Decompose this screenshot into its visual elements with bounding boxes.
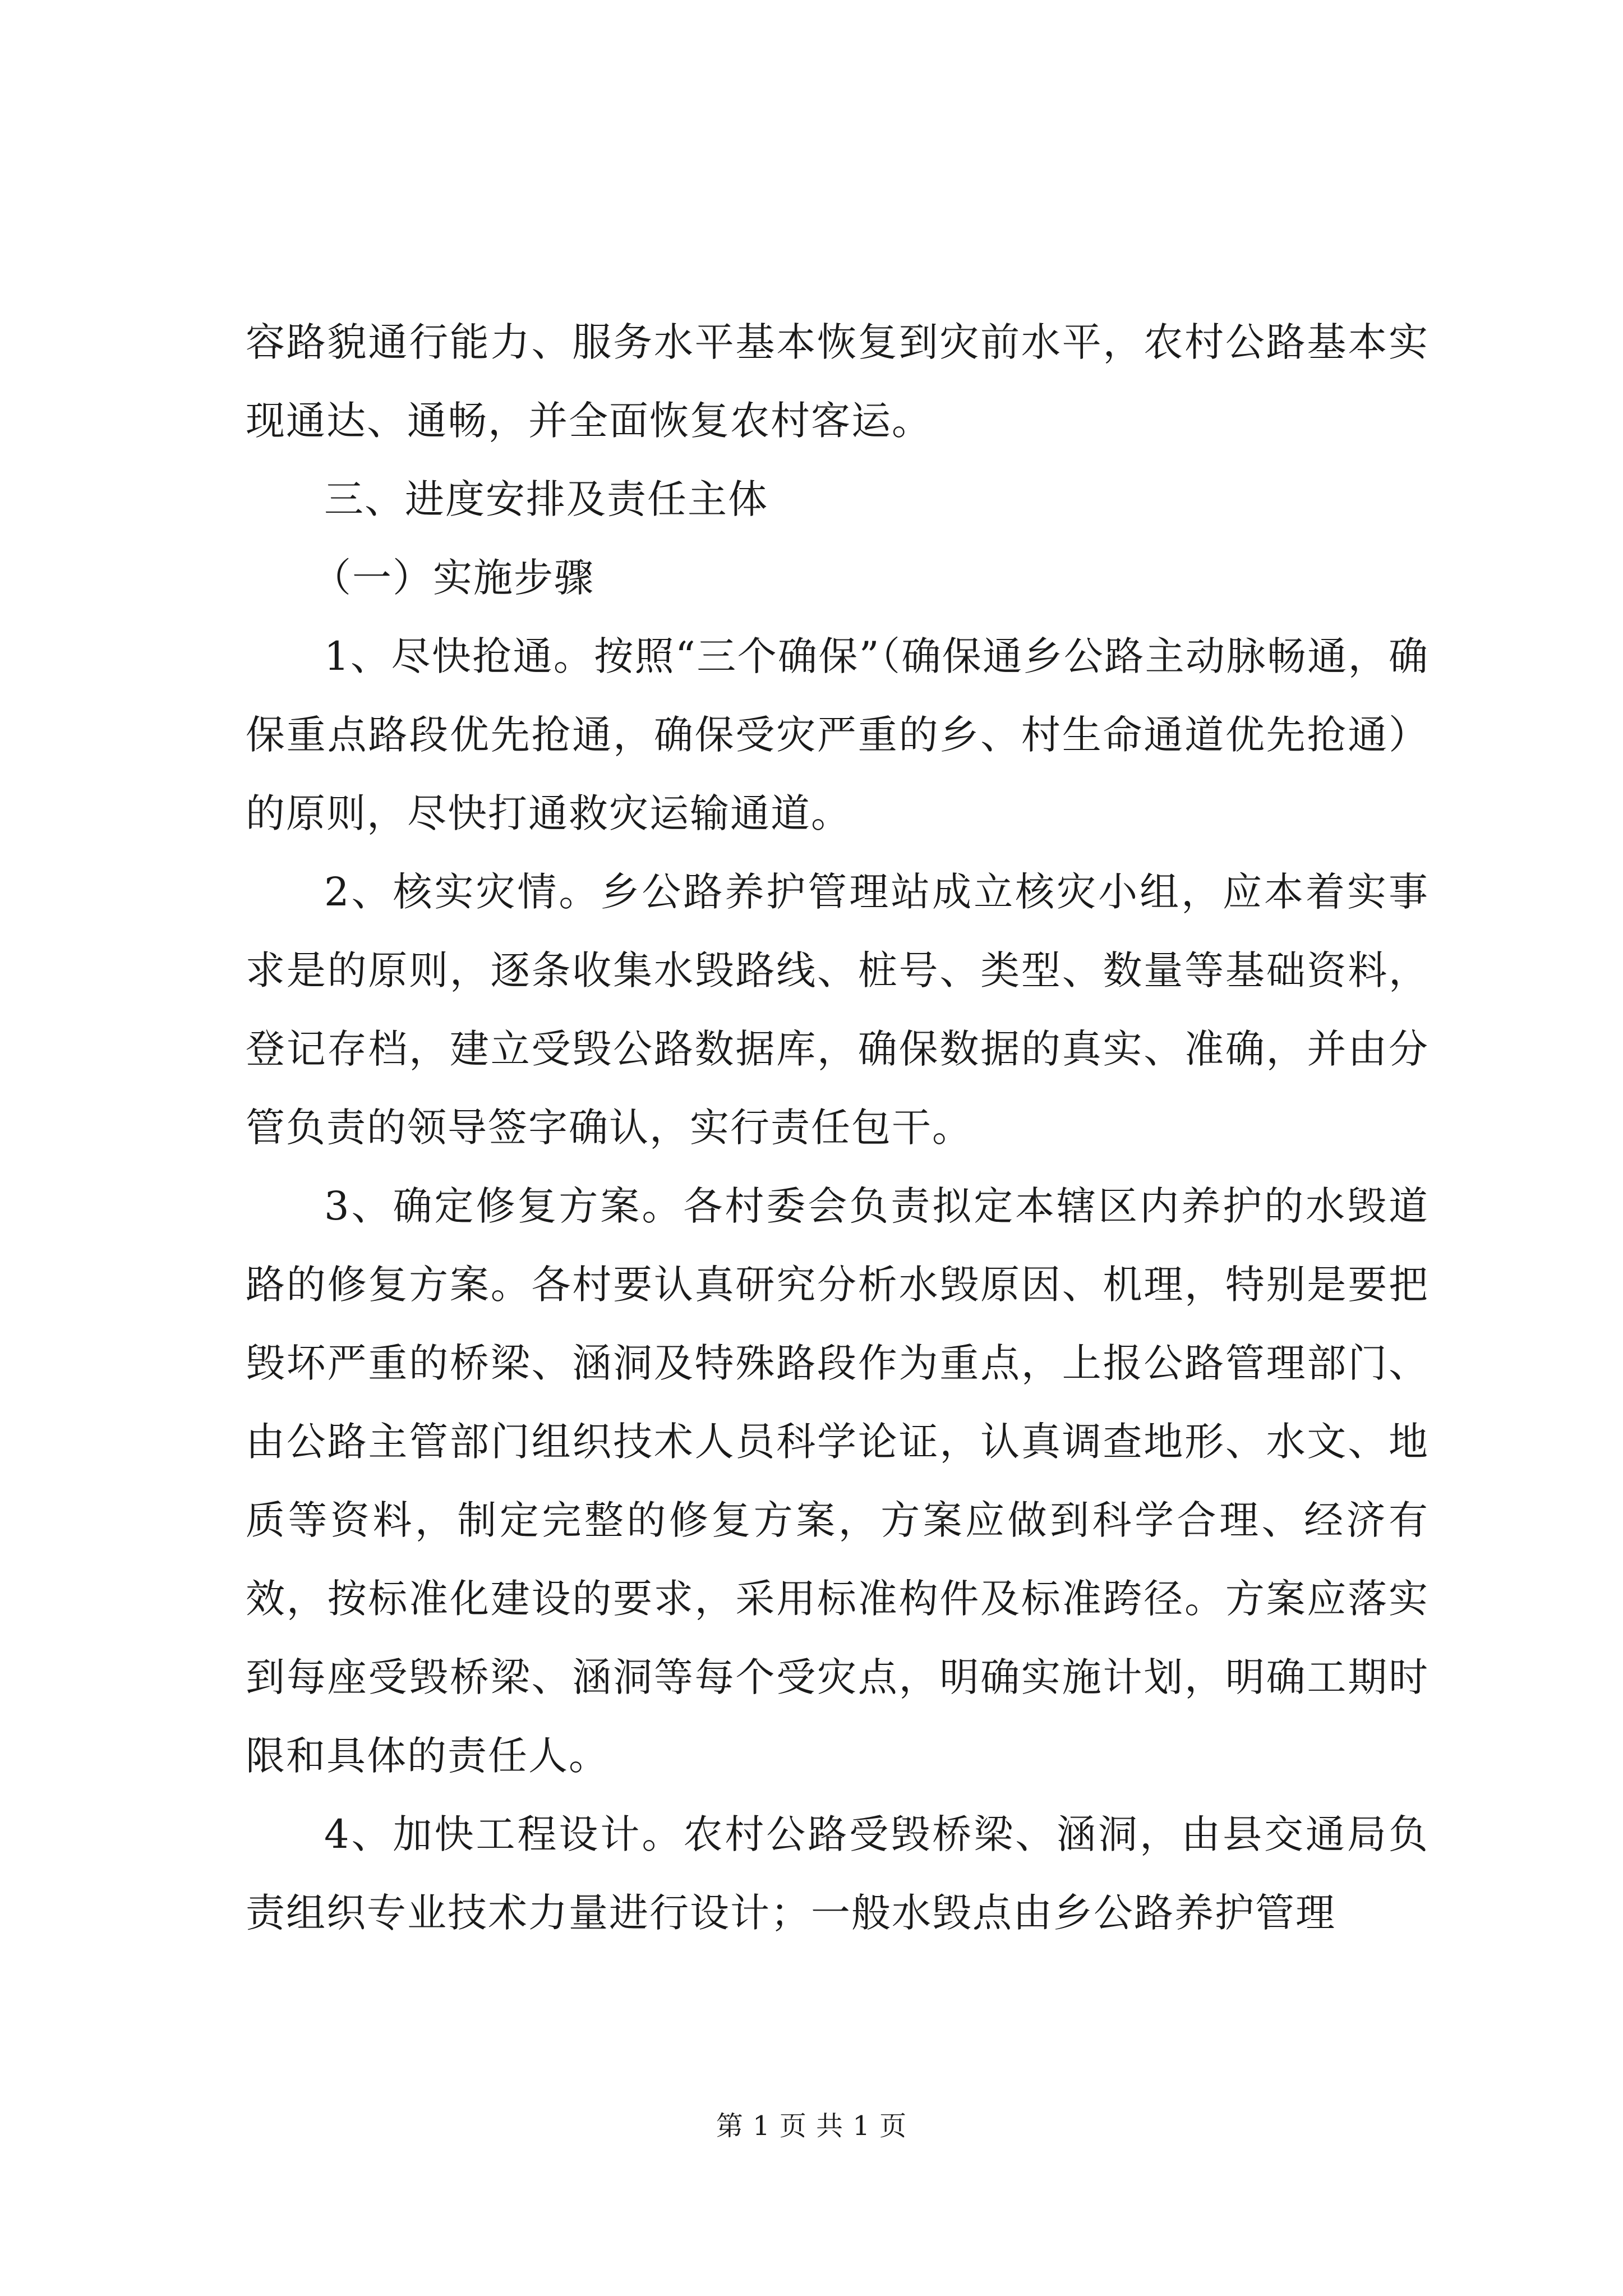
paragraph-item-4: 4、加快工程设计。农村公路受毁桥梁、涵洞，由县交通局负责组织专业技术力量进行设计；一般水毁点由乡公路养护管理: [246, 1811, 1429, 1936]
subsection-heading-1: （一）实施步骤: [312, 555, 594, 601]
page-footer: 第 1 页 共 1 页: [716, 2110, 907, 2142]
section-heading-3: 三、进度安排及责任主体: [324, 476, 768, 522]
paragraph-item-3: 3、确定修复方案。各村委会负责拟定本辖区内养护的水毁道路的修复方案。各村要认真研究分析水毁原因、机理，特别是要把毁坏严重的桥梁、涵洞及特殊路段作为重点，上报公路管理部门、由公路主管部门组织技术人员科学论证，认真调查地形、水文、地质等资料，制定完整的修复方案，方案应做到科学合理、经济有效，按标准化建设的要求，采用标准构件及标准跨径。方案应落实到每座受毁桥梁、涵洞等每个受灾点，明确实施计划，明确工期时限和具体的责任人。: [246, 1183, 1429, 1779]
document-body: [246, 303, 1429, 1952]
paragraph-continuation: 容路貌通行能力、服务水平基本恢复到灾前水平，农村公路基本实现通达、通畅，并全面恢复农村客运。: [246, 319, 1429, 444]
paragraph-item-2: 2、核实灾情。乡公路养护管理站成立核灾小组，应本着实事求是的原则，逐条收集水毁路线、桩号、类型、数量等基础资料，登记存档，建立受毁公路数据库，确保数据的真实、准确，并由分管负责的领导签字确认，实行责任包干。: [246, 869, 1429, 1151]
paragraph-item-1: 1、尽快抢通。按照“三个确保”（确保通乡公路主动脉畅通，确保重点路段优先抢通，确保受灾严重的乡、村生命通道优先抢通）的原则，尽快打通救灾运输通道。: [246, 633, 1429, 836]
